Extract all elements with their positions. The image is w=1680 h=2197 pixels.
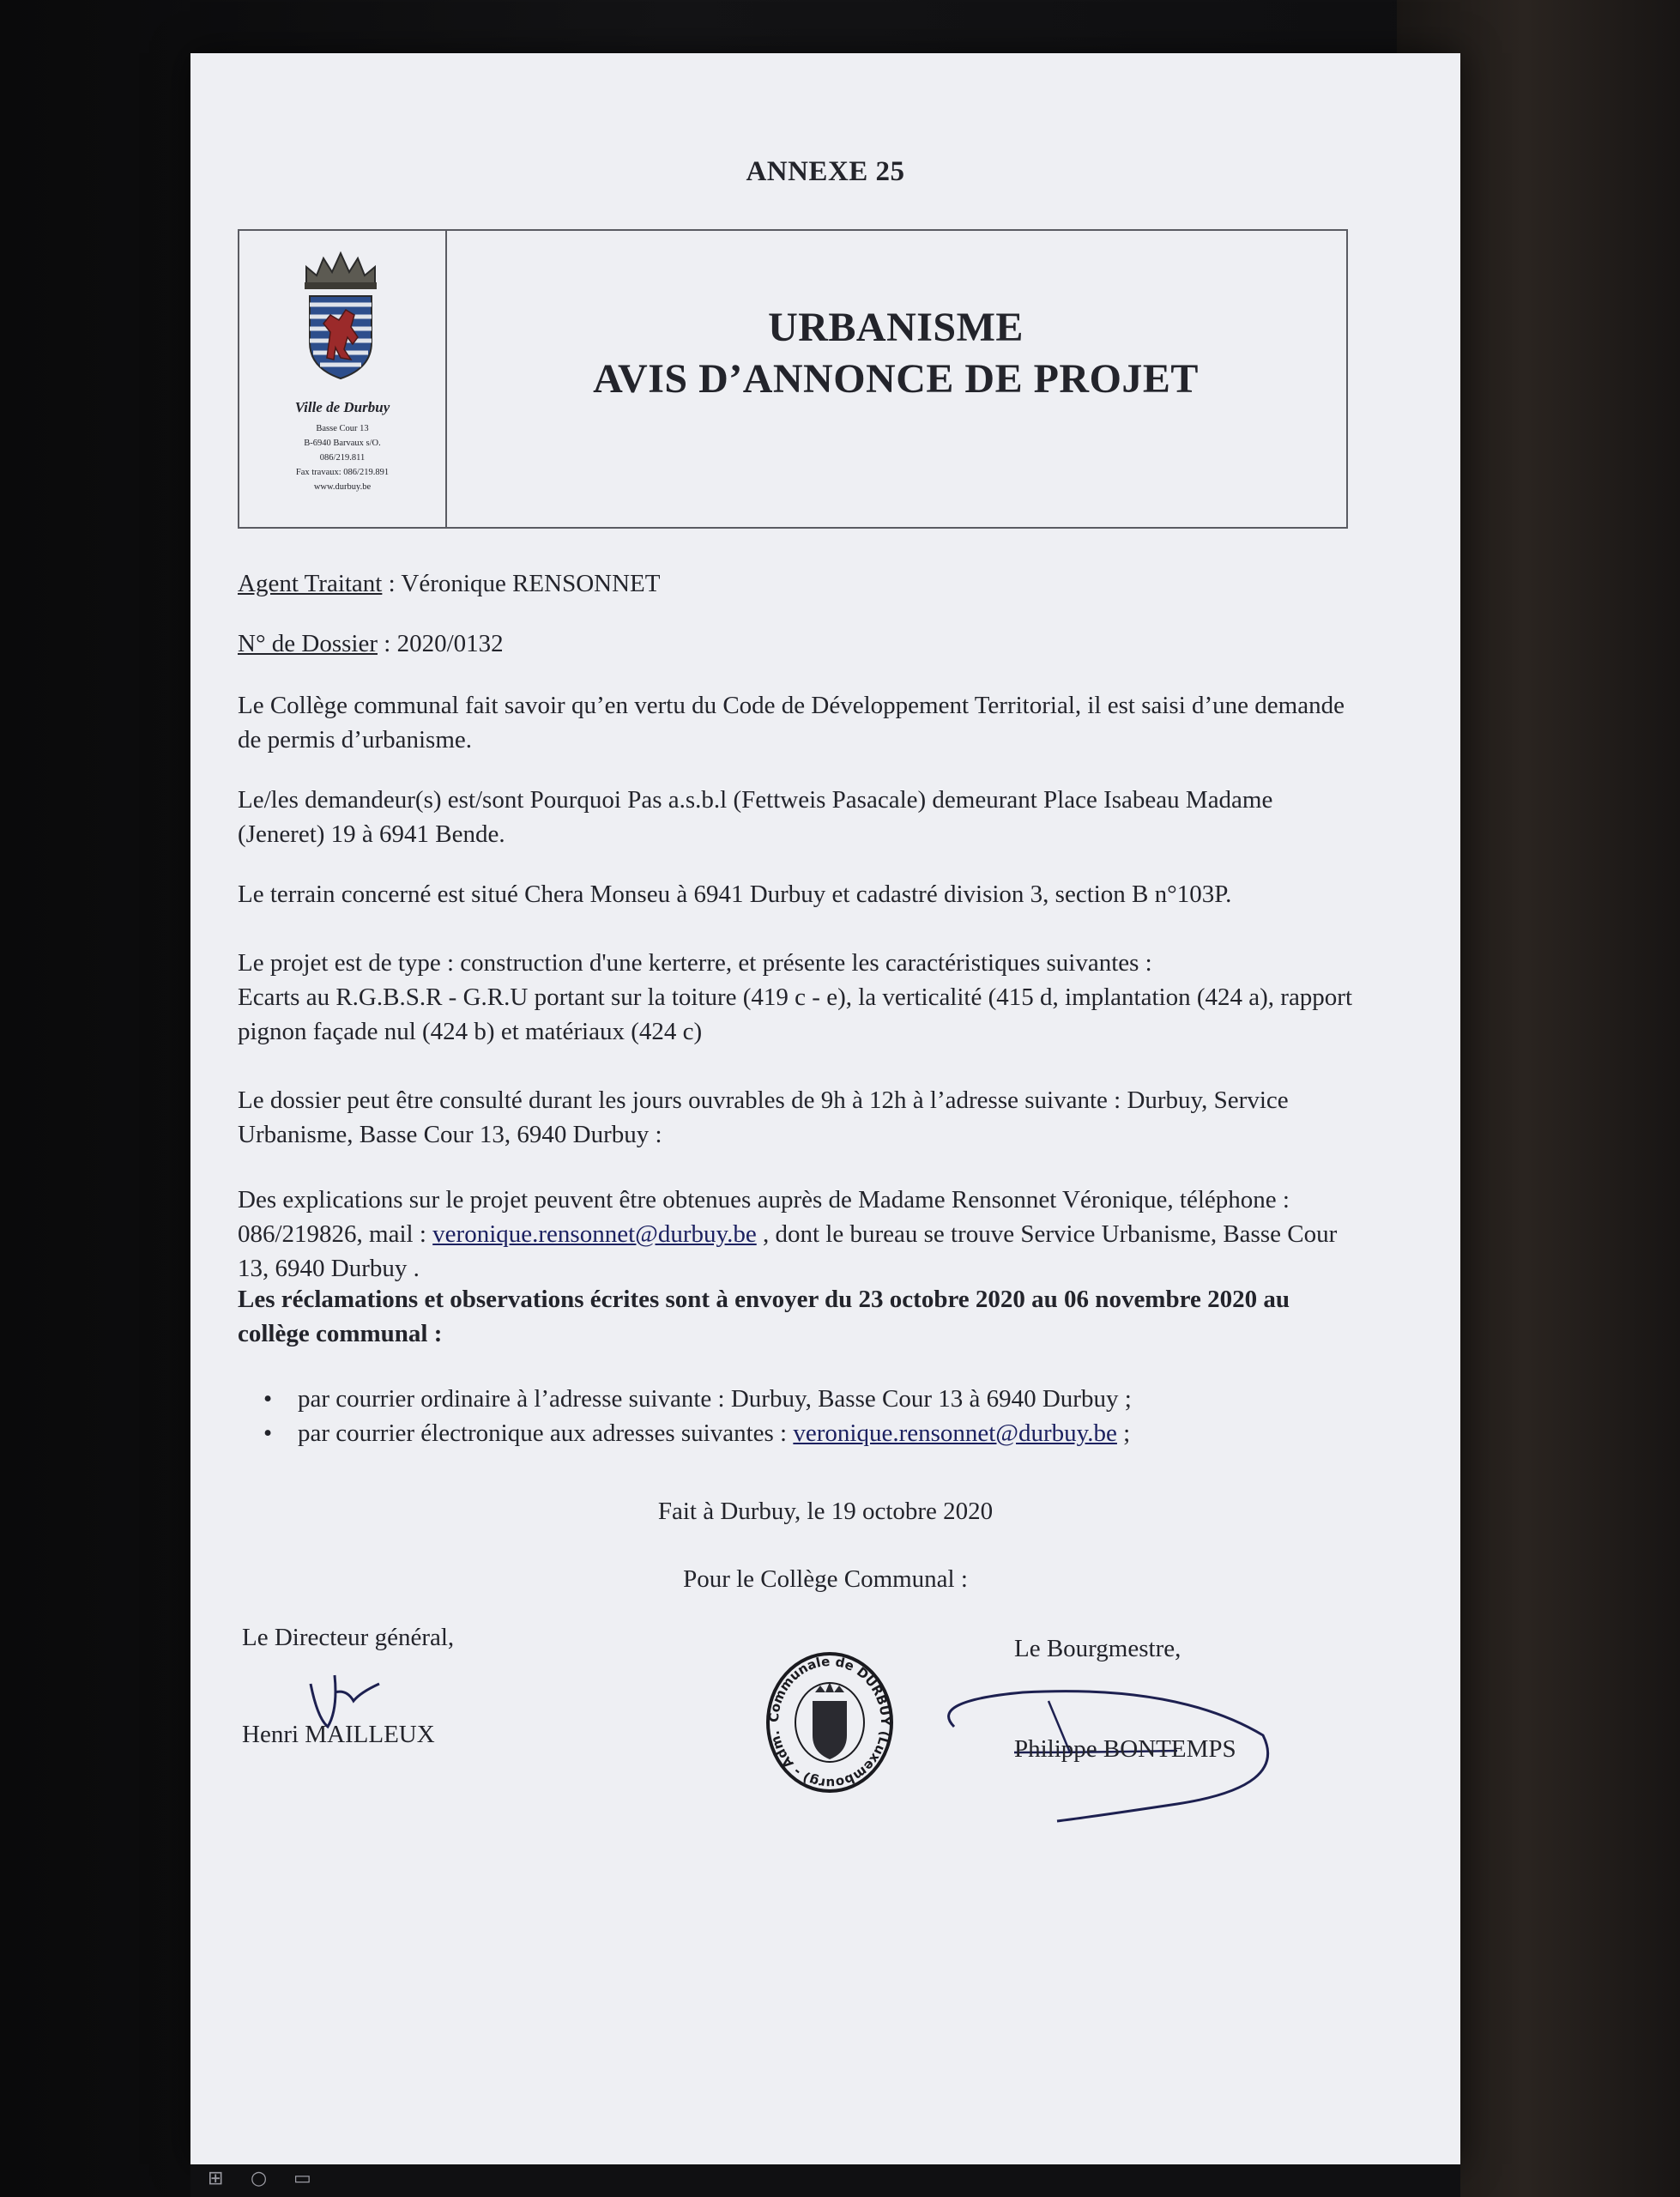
agent-separator: : — [382, 570, 402, 597]
applicant-paragraph: Le/les demandeur(s) est/sont Pourquoi Pas a.s.b.l (Fettweis Pasacale) demeurant Place Isabeau Madame (Jeneret) 19 à 6941 Bende. — [238, 786, 1273, 848]
submission-email-link[interactable]: veronique.rensonnet@durbuy.be — [793, 1419, 1117, 1447]
mayor-title: Le Bourgmestre, — [1014, 1635, 1181, 1662]
task-view-icon[interactable]: ▭ — [293, 2168, 311, 2189]
consult-paragraph: Le dossier peut être consulté durant les jours ouvrables de 9h à 12h à l’adresse suivante : Durbuy, Service Urbanisme, Basse Cour 13, 6940 Durbuy : — [238, 1086, 1289, 1148]
email-method: par courrier électronique aux adresses suivantes : — [298, 1419, 794, 1447]
website-line: www.durbuy.be — [313, 482, 372, 492]
dossier-number: 2020/0132 — [396, 630, 504, 657]
dossier-label: N° de Dossier — [238, 630, 378, 657]
list-item — [238, 1382, 1362, 1416]
land-paragraph: Le terrain concerné est situé Chera Monseu à 6941 Durbuy et cadastré division 3, section B n°103P. — [238, 881, 1232, 908]
municipal-seal-icon — [757, 1649, 903, 1795]
notice-document — [190, 53, 1460, 2164]
agent-label: Agent Traitant — [238, 570, 383, 597]
document-screen — [190, 53, 1460, 2164]
project-details: Ecarts au R.G.B.S.R - G.R.U portant sur la toiture (419 c - e), la verticalité (415 d, implantation (424 a), rapport pignon façade nul (424 b) et matériaux (424 c) — [238, 984, 1353, 1045]
mayor-name: Philippe BONTEMPS — [1014, 1735, 1236, 1763]
address-line: B-6940 Barvaux s/O. — [304, 439, 381, 448]
taskbar — [190, 2164, 1460, 2197]
town-name: Ville de Durbuy — [294, 399, 390, 415]
contact-email-link[interactable]: veronique.rensonnet@durbuy.be — [432, 1220, 757, 1248]
address-line: Basse Cour 13 — [316, 424, 369, 433]
bullet-icon: • — [263, 1419, 273, 1447]
search-icon[interactable]: ○ — [251, 2168, 268, 2189]
intro-paragraph: Le Collège communal fait savoir qu’en vertu du Code de Développement Territorial, il est saisi d’une demande de permis d’urbanisme. — [238, 692, 1345, 754]
phone-line: 086/219.811 — [319, 453, 366, 463]
explanation-text: Des explications sur le projet peuvent être obtenues auprès de Madame Rensonnet Véronique, téléphone : 086/219826, mail : — [238, 1186, 1290, 1248]
list-item — [238, 1416, 1362, 1450]
seal-text: Communale de DURBUY (Luxembourg) - Adm. — [765, 1653, 894, 1792]
project-type: Le projet est de type : construction d'une kerterre, et présente les caractéristiques suivantes : — [238, 949, 1152, 977]
header-box — [238, 229, 1348, 529]
fax-line: Fax travaux: 086/219.891 — [295, 468, 390, 477]
submission-methods-list — [238, 1382, 1362, 1450]
explanation-paragraph — [238, 1183, 1362, 1286]
postal-method: par courrier ordinaire à l’adresse suivante : Durbuy, Basse Cour 13 à 6940 Durbuy ; — [298, 1385, 1132, 1413]
town-address — [239, 421, 445, 494]
coat-of-arms-icon — [298, 248, 384, 385]
bullet-icon: • — [263, 1385, 273, 1413]
director-title: Le Directeur général, — [242, 1624, 455, 1651]
claims-paragraph: Les réclamations et observations écrites sont à envoyer du 23 octobre 2020 au 06 novembre 2020 au collège communal : — [238, 1286, 1290, 1347]
explanation-office: , dont le bureau se trouve Service Urbanisme, Basse Cour 13, 6940 Durbuy . — [238, 1220, 1338, 1282]
email-method-end: ; — [1116, 1419, 1131, 1447]
title-notice: AVIS D’ANNONCE DE PROJET — [593, 356, 1199, 402]
director-name: Henri MAILLEUX — [242, 1721, 435, 1748]
place-and-date: Fait à Durbuy, le 19 octobre 2020 — [657, 1498, 994, 1525]
project-paragraph — [238, 946, 1362, 1049]
windows-icon[interactable]: ⊞ — [208, 2168, 224, 2189]
dossier-separator: : — [378, 630, 397, 657]
annex-number: ANNEXE 25 — [746, 156, 905, 187]
dossier-line — [238, 626, 1362, 661]
title-block — [445, 231, 1346, 527]
title-urbanism: URBANISME — [768, 305, 1024, 350]
agent-name: Véronique RENSONNET — [401, 570, 661, 597]
agent-line — [238, 566, 1362, 601]
municipality-logo-block — [239, 231, 447, 527]
for-college: Pour le Collège Communal : — [683, 1565, 968, 1593]
